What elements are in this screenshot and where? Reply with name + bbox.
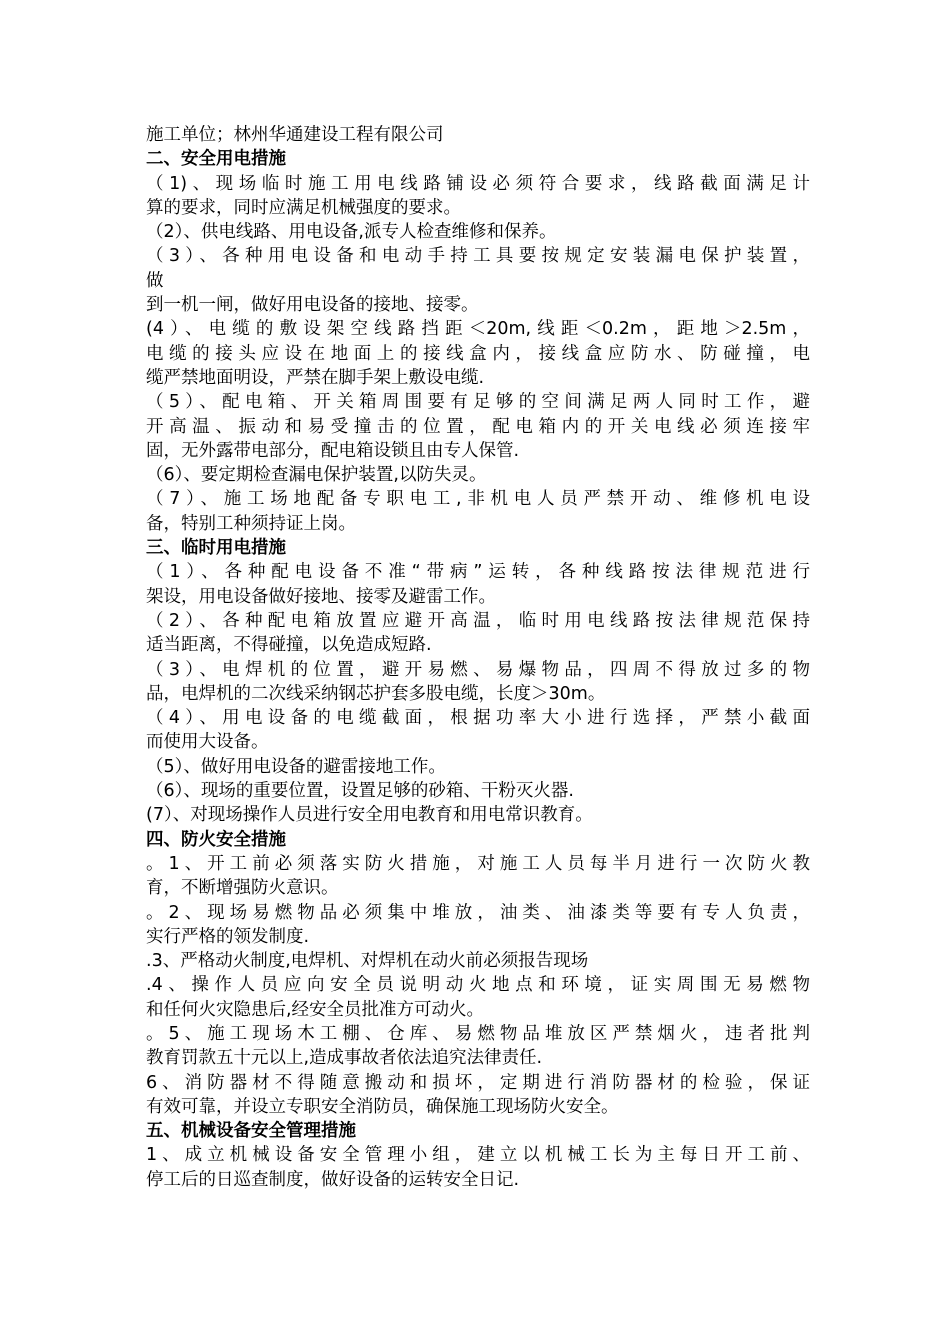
text-line: 停工后的日巡查制度，做好设备的运转安全日记. bbox=[146, 1169, 520, 1190]
text-line: （1）、各种配电设备不准“带病”运转，各种线路按法律规范进行 bbox=[146, 562, 810, 583]
text-line: （5）、配电箱、开关箱周围要有足够的空间满足两人同时工作，避 bbox=[146, 392, 810, 413]
text-line: 施工单位；林州华通建设工程有限公司 bbox=[146, 125, 444, 145]
text-line: （6）、现场的重要位置，设置足够的砂箱、干粉灭火器. bbox=[146, 781, 574, 802]
text-line: 。5、施工现场木工棚、仓库、易燃物品堆放区严禁烟火，违者批判 bbox=[146, 1023, 810, 1044]
text-line: 1、成立机械设备安全管理小组，建立以机械工长为主每日开工前、 bbox=[146, 1145, 810, 1166]
document-page bbox=[146, 123, 810, 1192]
section-heading: 五、机械设备安全管理措施 bbox=[146, 1121, 356, 1142]
text-line: 固，无外露带电部分，配电箱设锁且由专人保管. bbox=[146, 440, 520, 461]
text-line: 品，电焊机的二次线采纳钢芯护套多股电缆，长度＞30m。 bbox=[146, 683, 606, 704]
text-line: （2）、各种配电箱放置应避开高温，临时用电线路按法律规范保持 bbox=[146, 610, 810, 631]
text-line: 做 bbox=[146, 270, 164, 291]
text-line: 电缆的接头应设在地面上的接线盒内，接线盒应防水、防碰撞，电 bbox=[146, 343, 810, 364]
text-line: 。1、开工前必须落实防火措施，对施工人员每半月进行一次防火教 bbox=[146, 853, 810, 874]
text-line: 。2、现场易燃物品必须集中堆放，油类、油漆类等要有专人负责， bbox=[146, 902, 810, 923]
text-line: （6）、要定期检查漏电保护装置,以防失灵。 bbox=[146, 465, 487, 486]
text-line: 而使用大设备。 bbox=[146, 732, 269, 753]
text-line: 架设，用电设备做好接地、接零及避雷工作。 bbox=[146, 586, 496, 607]
text-line: (4）、电缆的敷设架空线路挡距＜20m,线距＜0.2m，距地＞2.5m， bbox=[146, 319, 810, 340]
section-heading: 三、临时用电措施 bbox=[146, 538, 286, 559]
text-line: （7）、施工场地配备专职电工,非机电人员严禁开动、维修机电设 bbox=[146, 489, 810, 510]
text-line: 有效可靠，并设立专职安全消防员，确保施工现场防火安全。 bbox=[146, 1096, 619, 1117]
text-line: 缆严禁地面明设，严禁在脚手架上敷设电缆. bbox=[146, 367, 485, 388]
text-line: 教育罚款五十元以上,造成事故者依法追究法律责任. bbox=[146, 1048, 543, 1069]
text-line: 到一机一闸，做好用电设备的接地、接零。 bbox=[146, 295, 479, 316]
text-line: 6、消防器材不得随意搬动和损坏，定期进行消防器材的检验，保证 bbox=[146, 1072, 810, 1093]
text-line: （4）、用电设备的电缆截面，根据功率大小进行选择，严禁小截面 bbox=[146, 708, 810, 729]
text-line: 算的要求，同时应满足机械强度的要求。 bbox=[146, 197, 461, 218]
text-line: （3）、电焊机的位置，避开易燃、易爆物品，四周不得放过多的物 bbox=[146, 659, 810, 680]
text-line: 育，不断增强防火意识。 bbox=[146, 878, 339, 899]
text-line: .3、严格动火制度,电焊机、对焊机在动火前必须报告现场 bbox=[146, 951, 589, 972]
text-line: （1)、现场临时施工用电线路铺设必须符合要求，线路截面满足计 bbox=[146, 173, 810, 194]
text-line: （2）、供电线路、用电设备,派专人检查维修和保养。 bbox=[146, 222, 557, 243]
text-line: 和任何火灾隐患后,经安全员批准方可动火。 bbox=[146, 999, 485, 1020]
section-heading: 二、安全用电措施 bbox=[146, 149, 286, 170]
text-line: (7）、对现场操作人员进行安全用电教育和用电常识教育。 bbox=[146, 805, 593, 826]
text-line: .4、操作人员应向安全员说明动火地点和环境，证实周围无易燃物 bbox=[146, 975, 810, 996]
text-line: 适当距离，不得碰撞，以免造成短路. bbox=[146, 635, 432, 656]
text-line: （3）、各种用电设备和电动手持工具要按规定安装漏电保护装置， bbox=[146, 246, 810, 267]
text-line: 开高温、振动和易受撞击的位置，配电箱内的开关电线必须连接牢 bbox=[146, 416, 810, 437]
text-line: （5）、做好用电设备的避雷接地工作。 bbox=[146, 756, 446, 777]
section-heading: 四、防火安全措施 bbox=[146, 829, 286, 850]
text-line: 实行严格的领发制度. bbox=[146, 926, 310, 947]
text-line: 备，特别工种须持证上岗。 bbox=[146, 513, 356, 534]
